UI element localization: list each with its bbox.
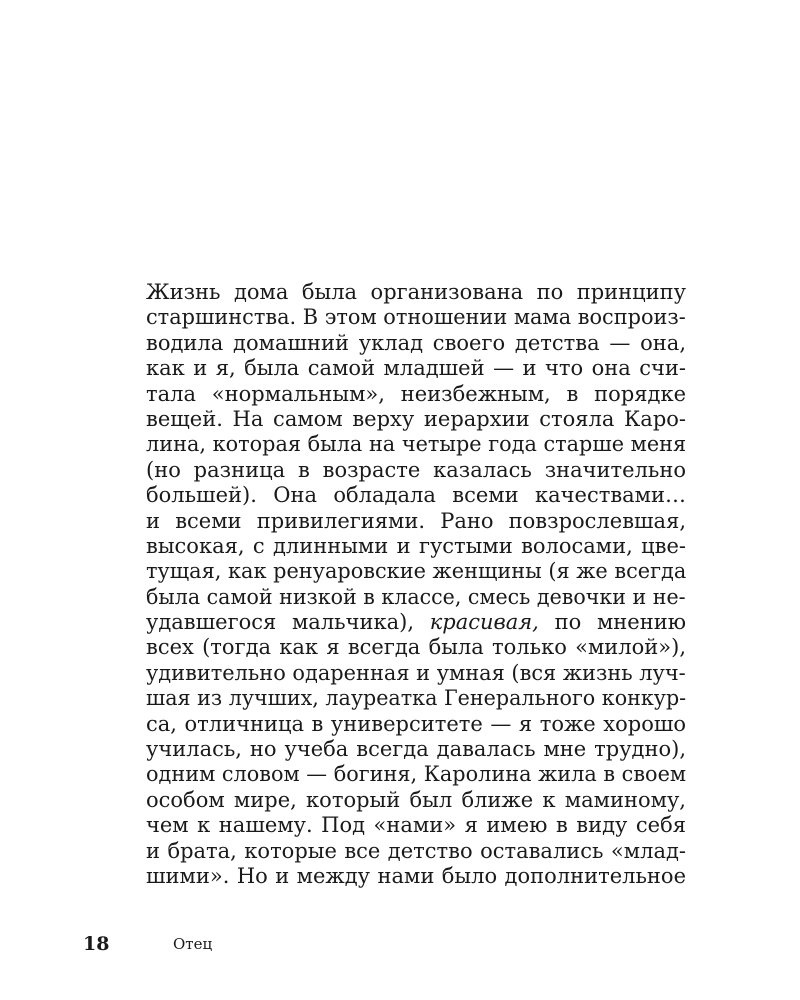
text-line: са, отличница в университете — я тоже хорошо xyxy=(146,711,686,736)
page-footer xyxy=(0,930,800,960)
text-line: была самой низкой в классе, смесь девочки и не- xyxy=(146,584,686,609)
running-title: Отец xyxy=(173,935,213,953)
text-line: водила домашний уклад своего детства — она, xyxy=(146,330,686,355)
text-line: шая из лучших, лауреатка Генерального конкур- xyxy=(146,686,687,711)
body-paragraph xyxy=(146,280,686,889)
text-line: как и я, была самой младшей — и что она счи- xyxy=(146,356,686,381)
text-line: высокая, с длинными и густыми волосами, цве- xyxy=(146,533,686,558)
text-line: и брата, которые все детство оставались «млад- xyxy=(146,838,686,863)
text-line: одним словом — богиня, Каролина жила в своем xyxy=(146,762,687,787)
emphasis-word: красивая, xyxy=(429,610,539,635)
text-line: тущая, как ренуаровские женщины (я же всегда xyxy=(146,559,687,584)
text-line-with-emphasis xyxy=(146,610,686,635)
text-line: большей). Она обладала всеми качествами… xyxy=(146,483,686,508)
text-line: шими». Но и между нами было дополнительное xyxy=(146,863,686,888)
text-line: (но разница в возрасте казалась значительно xyxy=(146,457,686,482)
text-line: всех (тогда как я всегда была только «милой»), xyxy=(146,635,686,660)
text-line: вещей. На самом верху иерархии стояла Каро- xyxy=(146,406,686,431)
text-line: лина, которая была на четыре года старше меня xyxy=(146,432,687,457)
text-line: и всеми привилегиями. Рано повзрослевшая, xyxy=(146,508,686,533)
text-line: Жизнь дома была организована по принципу xyxy=(146,280,686,304)
page-number: 18 xyxy=(83,933,110,955)
text-line: тала «нормальным», неизбежным, в порядке xyxy=(146,381,686,406)
text-segment: удавшегося мальчика), xyxy=(146,610,430,635)
text-line: особом мире, который был ближе к маминому, xyxy=(146,787,686,812)
text-segment: по мнению xyxy=(538,610,687,635)
text-line: училась, но учеба всегда давалась мне трудно), xyxy=(146,737,686,762)
text-line: старшинства. В этом отношении мама воспроиз- xyxy=(146,305,686,330)
text-line: чем к нашему. Под «нами» я имею в виду себя xyxy=(146,813,686,838)
text-line: удивительно одаренная и умная (вся жизнь луч- xyxy=(146,660,686,685)
